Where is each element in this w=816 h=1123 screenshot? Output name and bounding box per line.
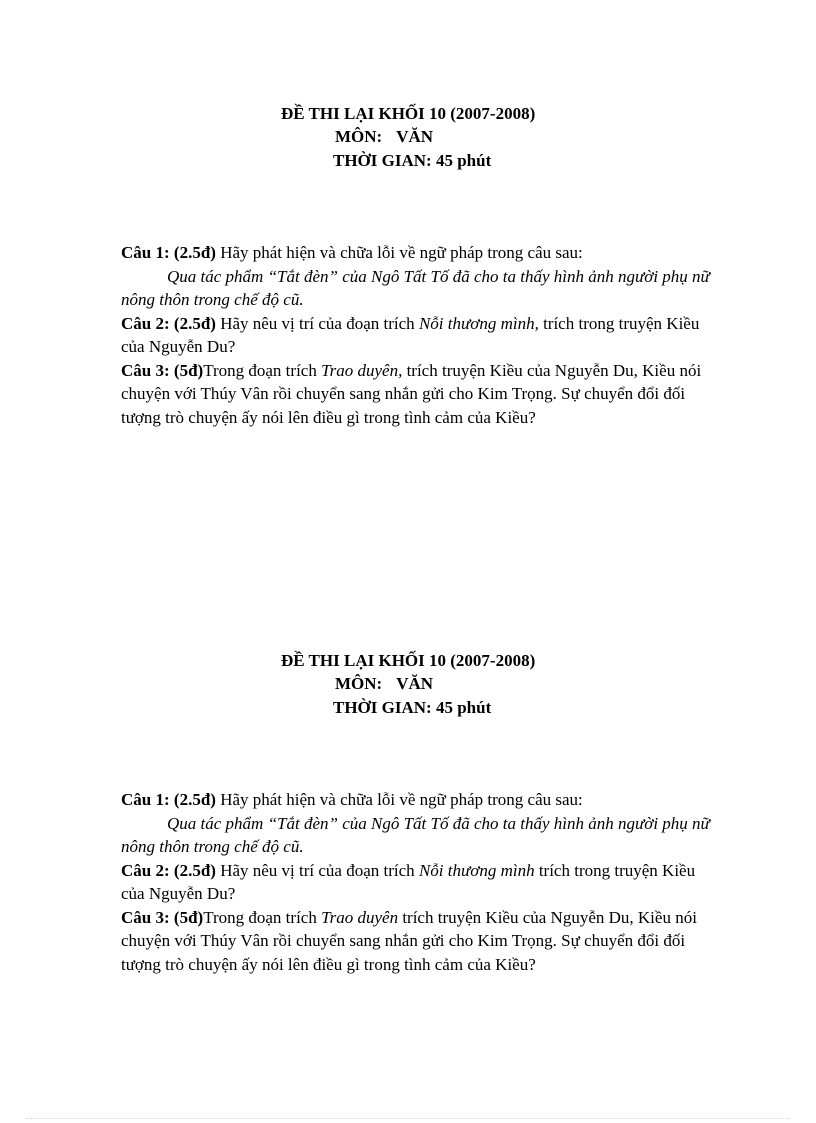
question-1-quote: Qua tác phẩm “Tắt đèn” của Ngô Tất Tố đã cho ta thấy hình ảnh người phụ nữ nông thôn trong chế độ cũ. xyxy=(121,813,710,856)
question-2-excerpt: Nỗi thương mình, xyxy=(418,313,539,333)
question-1-quote-block xyxy=(121,265,721,312)
question-2-points: (2.5đ) xyxy=(173,313,216,333)
question-2-points: (2.5đ) xyxy=(173,860,216,880)
question-list xyxy=(121,241,721,429)
exam-time: THỜI GIAN: 45 phút xyxy=(333,151,492,170)
question-3-text-before: Trong đoạn trích xyxy=(203,907,317,927)
question-3 xyxy=(121,359,721,430)
question-1-quote-block xyxy=(121,812,721,859)
question-1-text: Hãy phát hiện và chữa lỗi về ngữ pháp trong câu sau: xyxy=(220,243,583,262)
question-2-label: Câu 2: xyxy=(121,313,170,333)
question-3 xyxy=(121,906,721,977)
question-3-label: Câu 3: xyxy=(121,360,170,380)
question-3-points: (5đ) xyxy=(173,360,204,380)
question-3-label: Câu 3: xyxy=(121,907,170,927)
question-1-label: Câu 1: xyxy=(121,243,170,262)
subject-value: VĂN xyxy=(396,674,434,693)
question-2-text-before: Hãy nêu vị trí của đoạn trích xyxy=(220,313,415,333)
question-1-points: (2.5đ) xyxy=(173,790,216,809)
question-3-excerpt: Trao duyên xyxy=(321,907,399,927)
subject-label: MÔN: xyxy=(335,127,383,146)
question-2-text-after: trích trong truyện Kiều của Nguyễn Du? xyxy=(121,860,696,903)
exam-title: ĐỀ THI LẠI KHỐI 10 (2007-2008) xyxy=(281,104,536,123)
question-3-text-after: trích truyện Kiều của Nguyễn Du, Kiều nói chuyện với Thúy Vân rồi chuyển sang nhắn gửi cho Kim Trọng. Sự chuyển đổi đối tượng trò chuyện ấy nói lên điều gì trong tình cảm của Kiều? xyxy=(121,360,702,427)
question-3-excerpt: Trao duyên, xyxy=(321,360,403,380)
question-2 xyxy=(121,859,721,906)
subject-label: MÔN: xyxy=(335,674,383,693)
question-3-points: (5đ) xyxy=(173,907,204,927)
question-1 xyxy=(121,788,721,812)
question-2-text-after: trích trong truyện Kiều của Nguyễn Du? xyxy=(121,313,700,356)
question-2 xyxy=(121,312,721,359)
exam-time: THỜI GIAN: 45 phút xyxy=(333,698,492,717)
question-3-text-after: trích truyện Kiều của Nguyễn Du, Kiều nói chuyện với Thúy Vân rồi chuyển sang nhắn gửi cho Kim Trọng. Sự chuyển đổi đối tượng trò chuyện ấy nói lên điều gì trong tình cảm của Kiều? xyxy=(121,907,697,974)
question-1-points: (2.5đ) xyxy=(173,243,216,262)
question-2-text-before: Hãy nêu vị trí của đoạn trích xyxy=(220,860,415,880)
question-2-label: Câu 2: xyxy=(121,860,170,880)
question-1-label: Câu 1: xyxy=(121,790,170,809)
question-1-text: Hãy phát hiện và chữa lỗi về ngữ pháp trong câu sau: xyxy=(220,790,583,809)
question-3-text-before: Trong đoạn trích xyxy=(203,360,317,380)
page-bottom-divider xyxy=(26,1118,790,1119)
exam-subject xyxy=(335,127,433,147)
question-1-quote: Qua tác phẩm “Tắt đèn” của Ngô Tất Tố đã cho ta thấy hình ảnh người phụ nữ nông thôn trong chế độ cũ. xyxy=(121,266,710,309)
question-1 xyxy=(121,241,721,265)
exam-subject xyxy=(335,674,433,694)
subject-value: VĂN xyxy=(396,127,434,146)
exam-title: ĐỀ THI LẠI KHỐI 10 (2007-2008) xyxy=(281,651,536,670)
question-2-excerpt: Nỗi thương mình xyxy=(418,860,535,880)
question-list xyxy=(121,788,721,976)
